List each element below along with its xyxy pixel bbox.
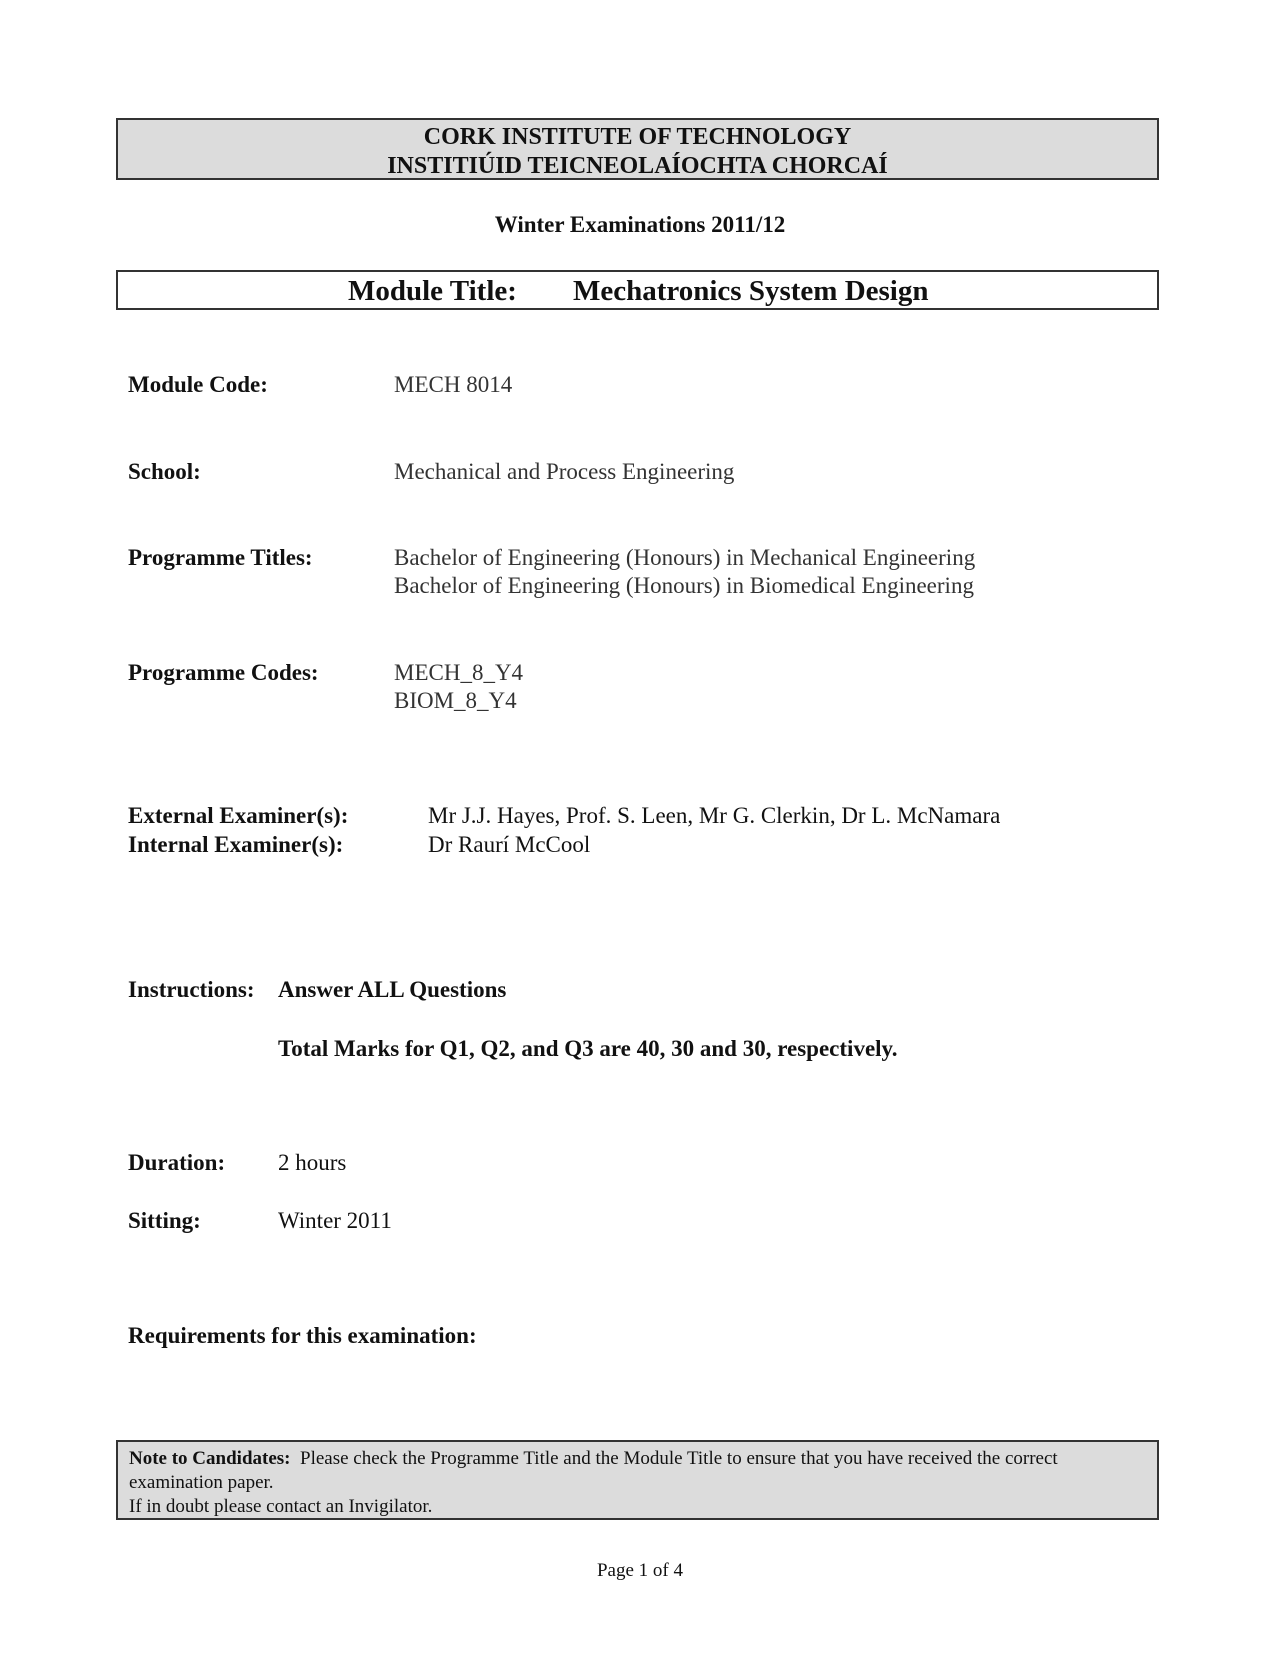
sitting-value: Winter 2011 [278,1208,392,1233]
programme-titles-label: Programme Titles: [128,545,313,570]
school-value: Mechanical and Process Engineering [394,459,735,484]
programme-codes-label: Programme Codes: [128,660,319,685]
internal-examiners-value: Dr Raurí McCool [428,832,591,857]
page-number: Page 1 of 4 [596,1560,683,1581]
note-text: Please check the Programme Title and the Module Title to ensure that you have received the correct examination paper. [129,1448,1058,1493]
programme-title-2: Bachelor of Engineering (Honours) in Biomedical Engineering [394,573,974,598]
module-title-box [116,270,1159,310]
institution-name-irish: INSTITIÚID TEICNEOLAÍOCHTA CHORCAÍ [387,153,888,179]
duration-value: 2 hours [278,1150,347,1175]
exam-session: Winter Examinations 2011/12 [494,212,786,237]
programme-code-2: BIOM_8_Y4 [394,688,517,713]
note-label: Note to Candidates: [129,1448,291,1469]
institution-name-english: CORK INSTITUTE OF TECHNOLOGY [423,124,852,150]
note-contact: If in doubt please contact an Invigilator. [129,1496,433,1517]
programme-title-1: Bachelor of Engineering (Honours) in Mechanical Engineering [394,545,976,570]
instructions-line-2: Total Marks for Q1, Q2, and Q3 are 40, 30 and 30, respectively. [278,1036,898,1061]
module-code-value: MECH 8014 [394,372,513,397]
external-examiners-value: Mr J.J. Hayes, Prof. S. Leen, Mr G. Clerkin, Dr L. McNamara [428,803,1001,828]
requirements-heading: Requirements for this examination: [128,1323,477,1348]
instructions-label: Instructions: [128,977,255,1002]
school-label: School: [128,459,201,484]
institution-header-box [116,118,1159,180]
module-title-value: Mechatronics System Design [573,275,929,307]
module-title-label: Module Title: [348,275,517,307]
note-to-candidates-box [116,1440,1159,1520]
external-examiners-label: External Examiner(s): [128,803,349,828]
programme-code-1: MECH_8_Y4 [394,660,524,685]
duration-label: Duration: [128,1150,226,1175]
sitting-label: Sitting: [128,1208,201,1233]
module-code-label: Module Code: [128,372,268,397]
instructions-line-1: Answer ALL Questions [278,977,507,1002]
internal-examiners-label: Internal Examiner(s): [128,832,344,857]
